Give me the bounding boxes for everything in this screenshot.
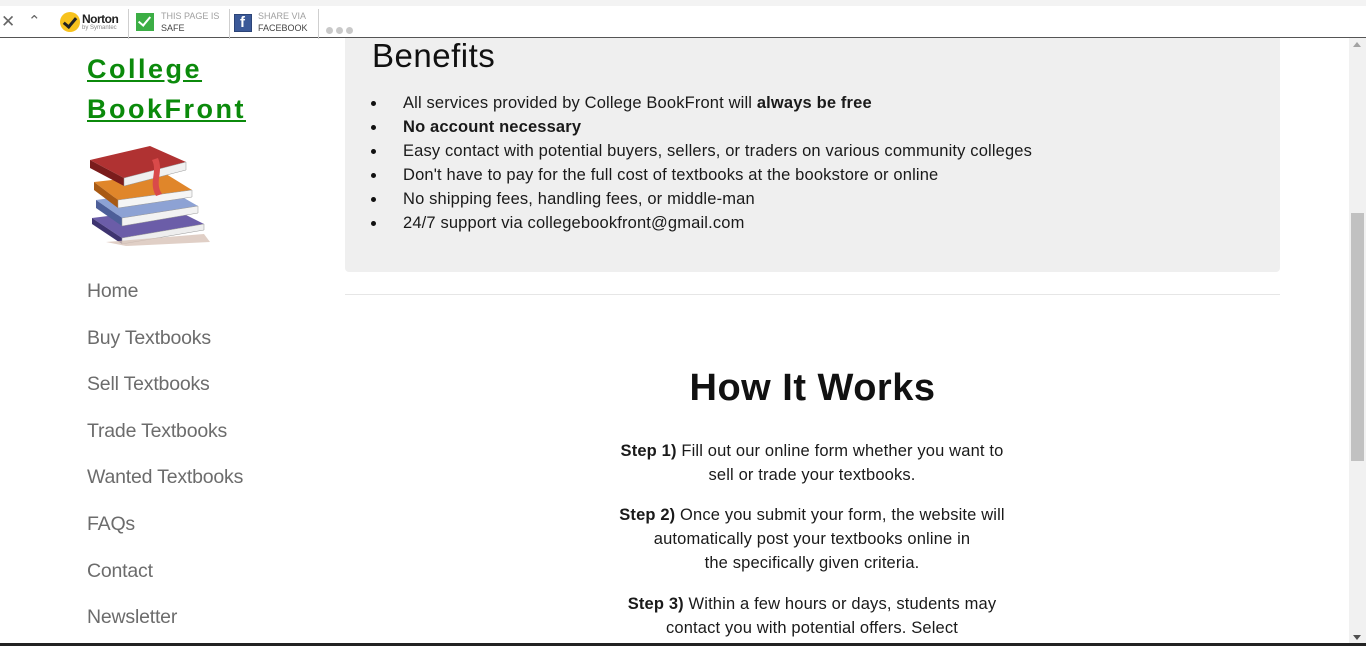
site-title-line1: College [87, 54, 203, 84]
share-line1: SHARE VIA [258, 11, 307, 21]
facebook-icon[interactable] [234, 14, 252, 32]
step-text: Once you submit your form, the website will [675, 506, 1005, 524]
step-text: the specifically given criteria. [704, 554, 920, 572]
site-title-link[interactable] [87, 49, 287, 129]
share-line2: FACEBOOK [258, 23, 308, 33]
vertical-scrollbar[interactable] [1349, 38, 1366, 646]
toolbar-divider [318, 9, 319, 39]
safe-status-line1: THIS PAGE IS [161, 11, 220, 21]
scroll-down-arrow-icon[interactable] [1353, 635, 1361, 640]
benefits-heading: Benefits [372, 37, 496, 74]
toolbar-divider [229, 9, 230, 39]
main-navigation [87, 278, 243, 646]
step-text: contact you with potential offers. Select [665, 619, 958, 637]
chevron-up-icon[interactable]: ⌃ [28, 12, 41, 30]
safe-status-line2: SAFE [161, 23, 185, 33]
site-title-line2: BookFront [87, 94, 246, 124]
benefit-item: 24/7 support via collegebookfront@gmail.com [403, 211, 1032, 235]
nav-newsletter[interactable]: Newsletter [87, 606, 178, 629]
nav-wanted-textbooks[interactable]: Wanted Textbooks [87, 466, 244, 489]
benefit-item: Easy contact with potential buyers, sellers, or traders on various community colleges [403, 139, 1032, 163]
close-icon[interactable]: ✕ [1, 12, 16, 32]
benefits-list [403, 91, 1032, 235]
step-2 [562, 503, 1062, 575]
share-facebook[interactable] [258, 10, 308, 34]
step-label: Step 1) [620, 442, 677, 460]
step-text: Fill out our online form whether you want to [676, 442, 1004, 460]
safe-check-icon[interactable] [136, 13, 154, 31]
toolbar-divider [128, 9, 129, 39]
norton-logo[interactable] [60, 10, 126, 36]
nav-trade-textbooks[interactable]: Trade Textbooks [87, 419, 228, 442]
nav-faqs[interactable]: FAQs [87, 512, 135, 535]
section-divider [345, 294, 1280, 295]
benefit-item [403, 115, 1032, 139]
scroll-up-arrow-icon[interactable] [1353, 42, 1361, 47]
step-text: automatically post your textbooks online in [653, 530, 971, 548]
more-options-icon[interactable] [326, 19, 362, 29]
norton-brand: Norton [82, 12, 119, 26]
benefit-text: All services provided by College BookFront will [403, 94, 757, 112]
step-label: Step 2) [619, 506, 676, 524]
scroll-thumb[interactable] [1351, 213, 1364, 461]
step-3 [562, 592, 1062, 640]
books-logo-image [86, 138, 210, 246]
norton-toolbar [0, 0, 1366, 38]
benefit-item [403, 91, 1032, 115]
step-text: sell or trade your textbooks. [708, 466, 916, 484]
benefit-emphasis: No account necessary [403, 118, 582, 136]
benefit-item: Don't have to pay for the full cost of textbooks at the bookstore or online [403, 163, 1032, 187]
step-1 [562, 439, 1062, 487]
benefit-item: No shipping fees, handling fees, or middle-man [403, 187, 1032, 211]
step-label: Step 3) [627, 595, 684, 613]
nav-buy-textbooks[interactable]: Buy Textbooks [87, 326, 211, 349]
step-text: Within a few hours or days, students may [683, 595, 997, 613]
how-it-works-heading: How It Works [689, 367, 936, 409]
benefit-emphasis: always be free [756, 94, 872, 112]
norton-subbrand: by Symantec [82, 25, 117, 31]
safe-status[interactable] [161, 10, 219, 34]
norton-check-icon [60, 12, 80, 32]
nav-home[interactable]: Home [87, 280, 139, 302]
benefits-section [345, 38, 1280, 272]
nav-contact[interactable]: Contact [87, 559, 153, 582]
nav-sell-textbooks[interactable]: Sell Textbooks [87, 373, 210, 396]
